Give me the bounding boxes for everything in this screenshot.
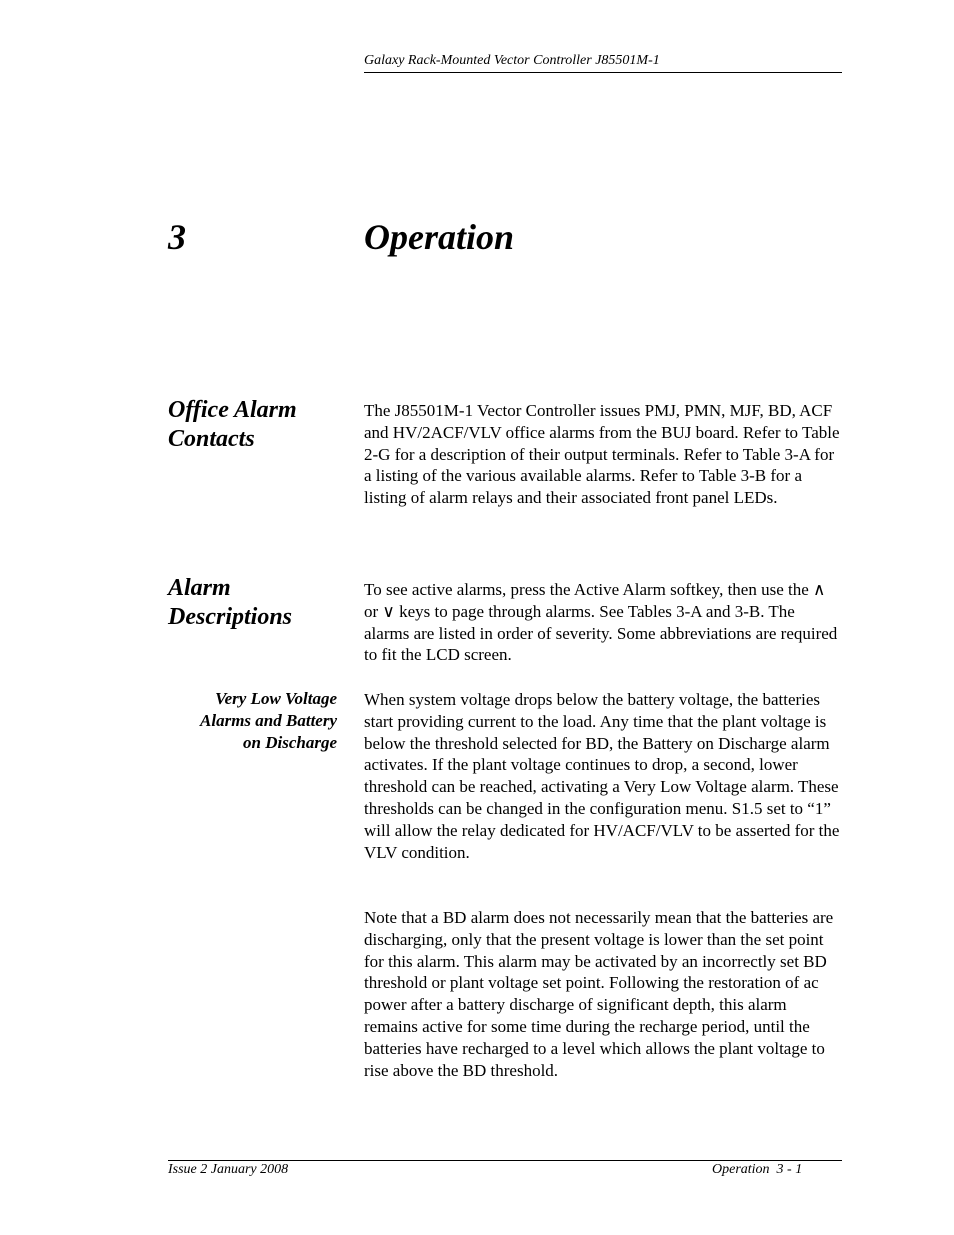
office-alarm-heading-line1: Office Alarm: [168, 397, 297, 423]
alarm-descriptions-heading-line1: Alarm: [168, 575, 231, 601]
very-low-voltage-heading: [168, 688, 337, 754]
footer-rule: [168, 1160, 842, 1161]
footer-issue: Issue 2 January 2008: [168, 1162, 289, 1177]
office-alarm-paragraph: The J85501M-1 Vector Controller issues PMJ, PMN, MJF, BD, ACF and HV/2ACF/VLV office alarms from the BUJ board. Refer to Table 2-G for a description of their output terminals. Refer to Table 3-A for a listing of the various available alarms. Refer to Table 3-B for a listing of alarm relays and their associated front panel LEDs.: [364, 401, 840, 508]
alarm-descriptions-paragraph: To see active alarms, press the Active Alarm softkey, then use the ∧ or ∨ keys to page through alarms. See Tables 3-A and 3-B. The alarms are listed in order of severity. Some abbreviations are required to fit the LCD screen.: [364, 580, 838, 665]
very-low-voltage-paragraph-2: Note that a BD alarm does not necessarily mean that the batteries are discharging, only that the present voltage is lower than the set point for this alarm. This alarm may be activated by an incorrectly set BD threshold or plant voltage set point. Following the restoration of ac power after a battery discharge of significant depth, this alarm remains active for some time during the recharge period, until the batteries have recharged to a level which allows the plant voltage to rise above the BD threshold.: [364, 908, 834, 1080]
office-alarm-heading-line2: Contacts: [168, 426, 255, 452]
very-low-voltage-paragraph-1: When system voltage drops below the battery voltage, the batteries start providing current to the load. Any time that the plant voltage is below the threshold selected for BD, the Battery on Discharge alarm activates. If the plant voltage continues to drop, a second, lower threshold can be reached, activating a Very Low Voltage alarm. These thresholds can be changed in the configuration menu. S1.5 set to “1” will allow the relay dedicated for HV/ACF/VLV to be asserted for the VLV condition.: [364, 690, 840, 862]
alarm-descriptions-heading: [168, 574, 348, 632]
running-header: Galaxy Rack-Mounted Vector Controller J85501M-1: [364, 53, 660, 68]
header-rule: [364, 72, 842, 73]
very-low-voltage-heading-line2: Alarms and Battery: [200, 711, 337, 730]
alarm-descriptions-heading-line2: Descriptions: [168, 604, 293, 630]
chapter-number: 3: [168, 217, 186, 257]
very-low-voltage-heading-line1: Very Low Voltage: [215, 689, 337, 708]
footer-page-label: Operation 3 - 1: [712, 1162, 803, 1177]
very-low-voltage-heading-line3: on Discharge: [243, 733, 337, 752]
office-alarm-heading: [168, 396, 348, 454]
chapter-title: Operation: [364, 217, 515, 257]
